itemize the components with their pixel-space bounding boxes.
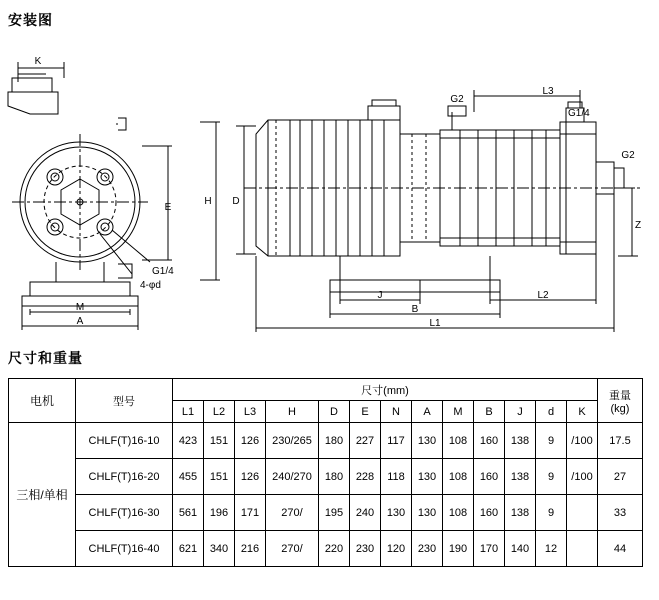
header-weight <box>598 379 643 423</box>
cell-L2: 340 <box>204 531 235 567</box>
cell-D: 195 <box>319 495 350 531</box>
cell-weight: 27 <box>598 459 643 495</box>
cell-model: CHLF(T)16-30 <box>76 495 173 531</box>
cell-J: 140 <box>505 531 536 567</box>
cell-d: 9 <box>536 423 567 459</box>
cell-D: 220 <box>319 531 350 567</box>
cell-L1: 455 <box>173 459 204 495</box>
cell-d: 9 <box>536 495 567 531</box>
header-model: 型号 <box>76 379 173 423</box>
cell-d: 12 <box>536 531 567 567</box>
cell-D: 180 <box>319 459 350 495</box>
header-col-N: N <box>381 401 412 423</box>
installation-drawing <box>0 34 659 334</box>
cell-M: 108 <box>443 495 474 531</box>
table-row <box>9 531 643 567</box>
cell-A: 230 <box>412 531 443 567</box>
header-col-M: M <box>443 401 474 423</box>
cell-K: /100 <box>567 459 598 495</box>
header-dims-group: 尺寸(mm) <box>173 379 598 401</box>
install-drawing-heading: 安装图 <box>8 12 53 28</box>
cell-E: 227 <box>350 423 381 459</box>
cell-H: 270/ <box>266 495 319 531</box>
cell-L3: 216 <box>235 531 266 567</box>
label-Z: Z <box>634 220 642 231</box>
cell-H: 240/270 <box>266 459 319 495</box>
label-M: M <box>75 302 85 313</box>
header-col-L2: L2 <box>204 401 235 423</box>
cell-L1: 621 <box>173 531 204 567</box>
cell-weight: 17.5 <box>598 423 643 459</box>
cell-J: 138 <box>505 495 536 531</box>
label-B: B <box>411 304 419 315</box>
cell-H: 230/265 <box>266 423 319 459</box>
label-E: E <box>164 202 172 213</box>
cell-weight: 44 <box>598 531 643 567</box>
cell-J: 138 <box>505 459 536 495</box>
header-col-B: B <box>474 401 505 423</box>
cell-L2: 151 <box>204 459 235 495</box>
cell-L1: 423 <box>173 423 204 459</box>
header-col-d: d <box>536 401 567 423</box>
table-row <box>9 459 643 495</box>
label-J: J <box>377 290 383 301</box>
cell-N: 130 <box>381 495 412 531</box>
cell-model: CHLF(T)16-20 <box>76 459 173 495</box>
cell-A: 130 <box>412 423 443 459</box>
cell-E: 230 <box>350 531 381 567</box>
header-weight-unit: (kg) <box>610 402 630 415</box>
cell-K: /100 <box>567 423 598 459</box>
cell-L1: 561 <box>173 495 204 531</box>
label-G2-top: G2 <box>450 94 464 105</box>
header-col-H: H <box>266 401 319 423</box>
cell-model: CHLF(T)16-40 <box>76 531 173 567</box>
cell-M: 108 <box>443 423 474 459</box>
cell-E: 228 <box>350 459 381 495</box>
cell-N: 118 <box>381 459 412 495</box>
cell-L2: 151 <box>204 423 235 459</box>
cell-J: 138 <box>505 423 536 459</box>
cell-N: 117 <box>381 423 412 459</box>
cell-H: 270/ <box>266 531 319 567</box>
header-col-E: E <box>350 401 381 423</box>
label-L2: L2 <box>537 290 549 301</box>
header-weight-text: 重量 <box>609 389 631 402</box>
cell-L2: 196 <box>204 495 235 531</box>
header-col-K: K <box>567 401 598 423</box>
header-col-A: A <box>412 401 443 423</box>
label-L3: L3 <box>542 86 554 97</box>
header-col-L1: L1 <box>173 401 204 423</box>
table-row <box>9 423 643 459</box>
cell-K <box>567 495 598 531</box>
label-K: K <box>34 56 42 67</box>
label-D: D <box>232 196 240 207</box>
table-row <box>9 495 643 531</box>
cell-D: 180 <box>319 423 350 459</box>
cell-N: 120 <box>381 531 412 567</box>
cell-B: 160 <box>474 459 505 495</box>
label-G14-left: G1/4 <box>152 266 174 277</box>
cell-L3: 171 <box>235 495 266 531</box>
cell-A: 130 <box>412 459 443 495</box>
cell-model: CHLF(T)16-10 <box>76 423 173 459</box>
cell-M: 190 <box>443 531 474 567</box>
header-col-L3: L3 <box>235 401 266 423</box>
label-L1: L1 <box>429 318 441 329</box>
cell-B: 160 <box>474 423 505 459</box>
cell-A: 130 <box>412 495 443 531</box>
cell-L3: 126 <box>235 459 266 495</box>
header-col-J: J <box>505 401 536 423</box>
cell-M: 108 <box>443 459 474 495</box>
cell-K <box>567 531 598 567</box>
cell-d: 9 <box>536 459 567 495</box>
cell-B: 160 <box>474 495 505 531</box>
label-phi-d: 4-φd <box>140 280 161 291</box>
cell-B: 170 <box>474 531 505 567</box>
label-G14-right: G1/4 <box>568 108 590 119</box>
dimensions-heading: 尺寸和重量 <box>8 350 83 366</box>
header-motor: 电机 <box>9 379 76 423</box>
dimensions-table <box>8 378 643 567</box>
label-H: H <box>204 196 212 207</box>
cell-weight: 33 <box>598 495 643 531</box>
label-A: A <box>76 316 84 327</box>
cell-E: 240 <box>350 495 381 531</box>
cell-L3: 126 <box>235 423 266 459</box>
label-G2-right: G2 <box>621 150 635 161</box>
cell-motor: 三相/单相 <box>9 423 76 567</box>
header-col-D: D <box>319 401 350 423</box>
